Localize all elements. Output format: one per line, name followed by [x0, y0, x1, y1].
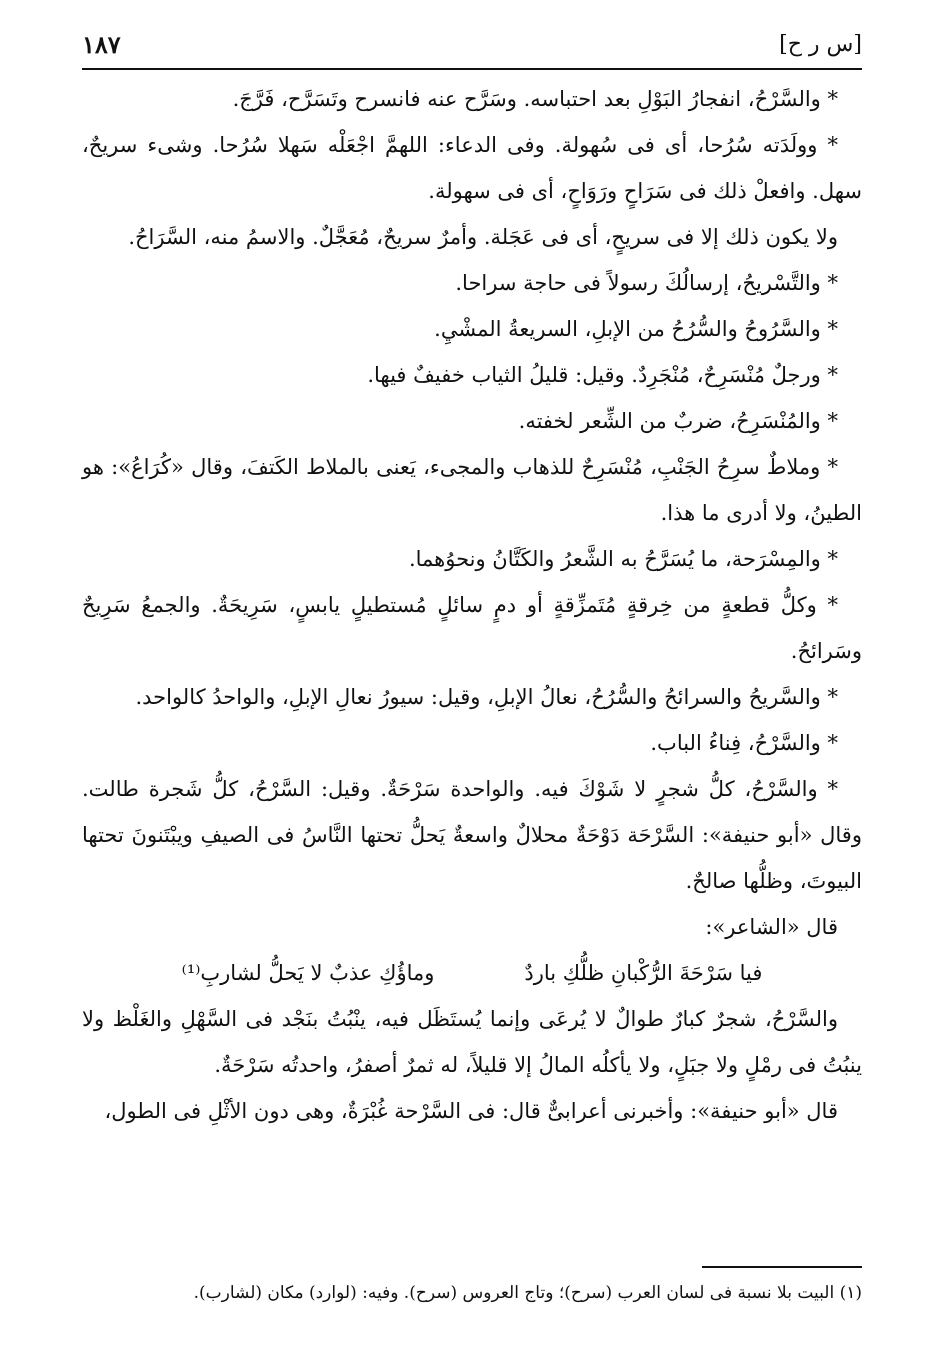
- footnote: (١) البيت بلا نسبة فى لسان العرب (سرح)؛ وتاج العروس (سرح). وفيه: (لوارد) مكان (لشارب).: [193, 1283, 862, 1303]
- paragraph: * والسَّرْحُ، فِناءُ الباب.: [650, 731, 838, 755]
- paragraph: * وملاطٌ سرِحُ الجَنْبِ، مُنْسَرِحٌ للذهاب والمجىء، يَعنى بالملاط الكَتفَ، وقال «كُرَاعُ»: هو الطينُ، ولا أدرى ما هذا.: [82, 455, 862, 525]
- footnote-rule: [702, 1266, 862, 1268]
- poetry-verse: [82, 950, 862, 996]
- paragraph: * والمِسْرَحة، ما يُسَرَّحُ به الشَّعرُ والكَتَّانُ ونحوُهما.: [408, 547, 838, 571]
- paragraph: * والسَّرْحُ، كلُّ شجرٍ لا شَوْكَ فيه. والواحدة سَرْحَةٌ. وقيل: السَّرْحُ، كلُّ شَجرة طالت. وقال «أبو حنيفة»: السَّرْحَة دَوْحَةٌ محلالٌ واسعةٌ يَحلُّ تحتها النَّاسُ فى الصيفِ ويبْتَنونَ تحتها البيوتَ، وظلُّها صالحٌ.: [82, 777, 862, 893]
- verse-first-hemistich: فيا سَرْحَةَ الرُّكْبانِ ظلُّكِ باردٌ: [524, 961, 763, 985]
- paragraph: * والسَّرُوحُ والسُّرُحُ من الإبلِ، السريعةُ المشْيِ.: [434, 317, 838, 341]
- page-number: ١٨٧: [82, 30, 121, 59]
- paragraph: * وولَدَته سُرُحا، أى فى سُهولة. وفى الدعاء: اللهمَّ اجْعَلْه سَهلا سُرُحا. وشىء سريحٌ، سهل. وافعلْ ذلك فى سَرَاحٍ ورَوَاحٍ، أى فى سهولة.: [82, 133, 862, 203]
- section-heading: [س ر ح]: [779, 32, 862, 57]
- paragraph: قال «أبو حنيفة»: وأخبرنى أعرابىٌّ قال: فى السَّرْحة غُبْرَةٌ، وهى دون الأثْلِ فى الطول،: [104, 1099, 838, 1123]
- header-rule: [82, 68, 862, 70]
- paragraph: * والمُنْسَرِحُ، ضربٌ من الشِّعر لخفته.: [518, 409, 838, 433]
- paragraph: * والسَّرْحُ، انفجارُ البَوْلِ بعد احتباسه. وسَرَّح عنه فانسرح وتَسَرَّح، فَرَّجَ.: [232, 87, 838, 111]
- paragraph: ولا يكون ذلك إلا فى سريحٍ، أى فى عَجَلة. وأمرٌ سريحٌ، مُعَجَّلٌ. والاسمُ منه، السَّرَاحُ.: [128, 225, 838, 249]
- paragraph: * والسَّريحُ والسرائحُ والسُّرُحُ، نعالُ الإبلِ، وقيل: سيورُ نعالِ الإبلِ، والواحدُ كالواحد.: [135, 685, 838, 709]
- main-text: [82, 76, 862, 1134]
- paragraph: * ورجلٌ مُنْسَرِحٌ، مُنْجَرِدٌ. وقيل: قليلُ الثياب خفيفٌ فيها.: [367, 363, 838, 387]
- paragraph: * والتَّسْريحُ، إرسالُكَ رسولاً فى حاجة سراحا.: [455, 271, 838, 295]
- poet-intro: قال «الشاعر»:: [705, 915, 838, 939]
- verse-second-hemistich: وماؤُكِ عذبٌ لا يَحلُّ لشاربِ⁽¹⁾: [181, 961, 435, 985]
- running-header: [82, 28, 862, 62]
- paragraph: * وكلُّ قطعةٍ من خِرقةٍ مُتَمزِّقةٍ أو دمٍ سائلٍ مُستطيلٍ يابسٍ، سَرِيحَةٌ. والجمعُ سَرِيحٌ وسَرائحُ.: [82, 593, 862, 663]
- paragraph: والسَّرْحُ، شجرٌ كبارٌ طوالٌ لا يُرعَى وإنما يُستَظَل فيه، ينْبُتُ بنَجْد فى السَّهْلِ والغَلْظ ولا ينبُتُ فى رمْلٍ ولا جبَلٍ، ولا يأكلُه المالُ إلا قليلاً، له ثمرٌ أصفرُ، واحدتُه سَرْحَةٌ.: [82, 1007, 862, 1077]
